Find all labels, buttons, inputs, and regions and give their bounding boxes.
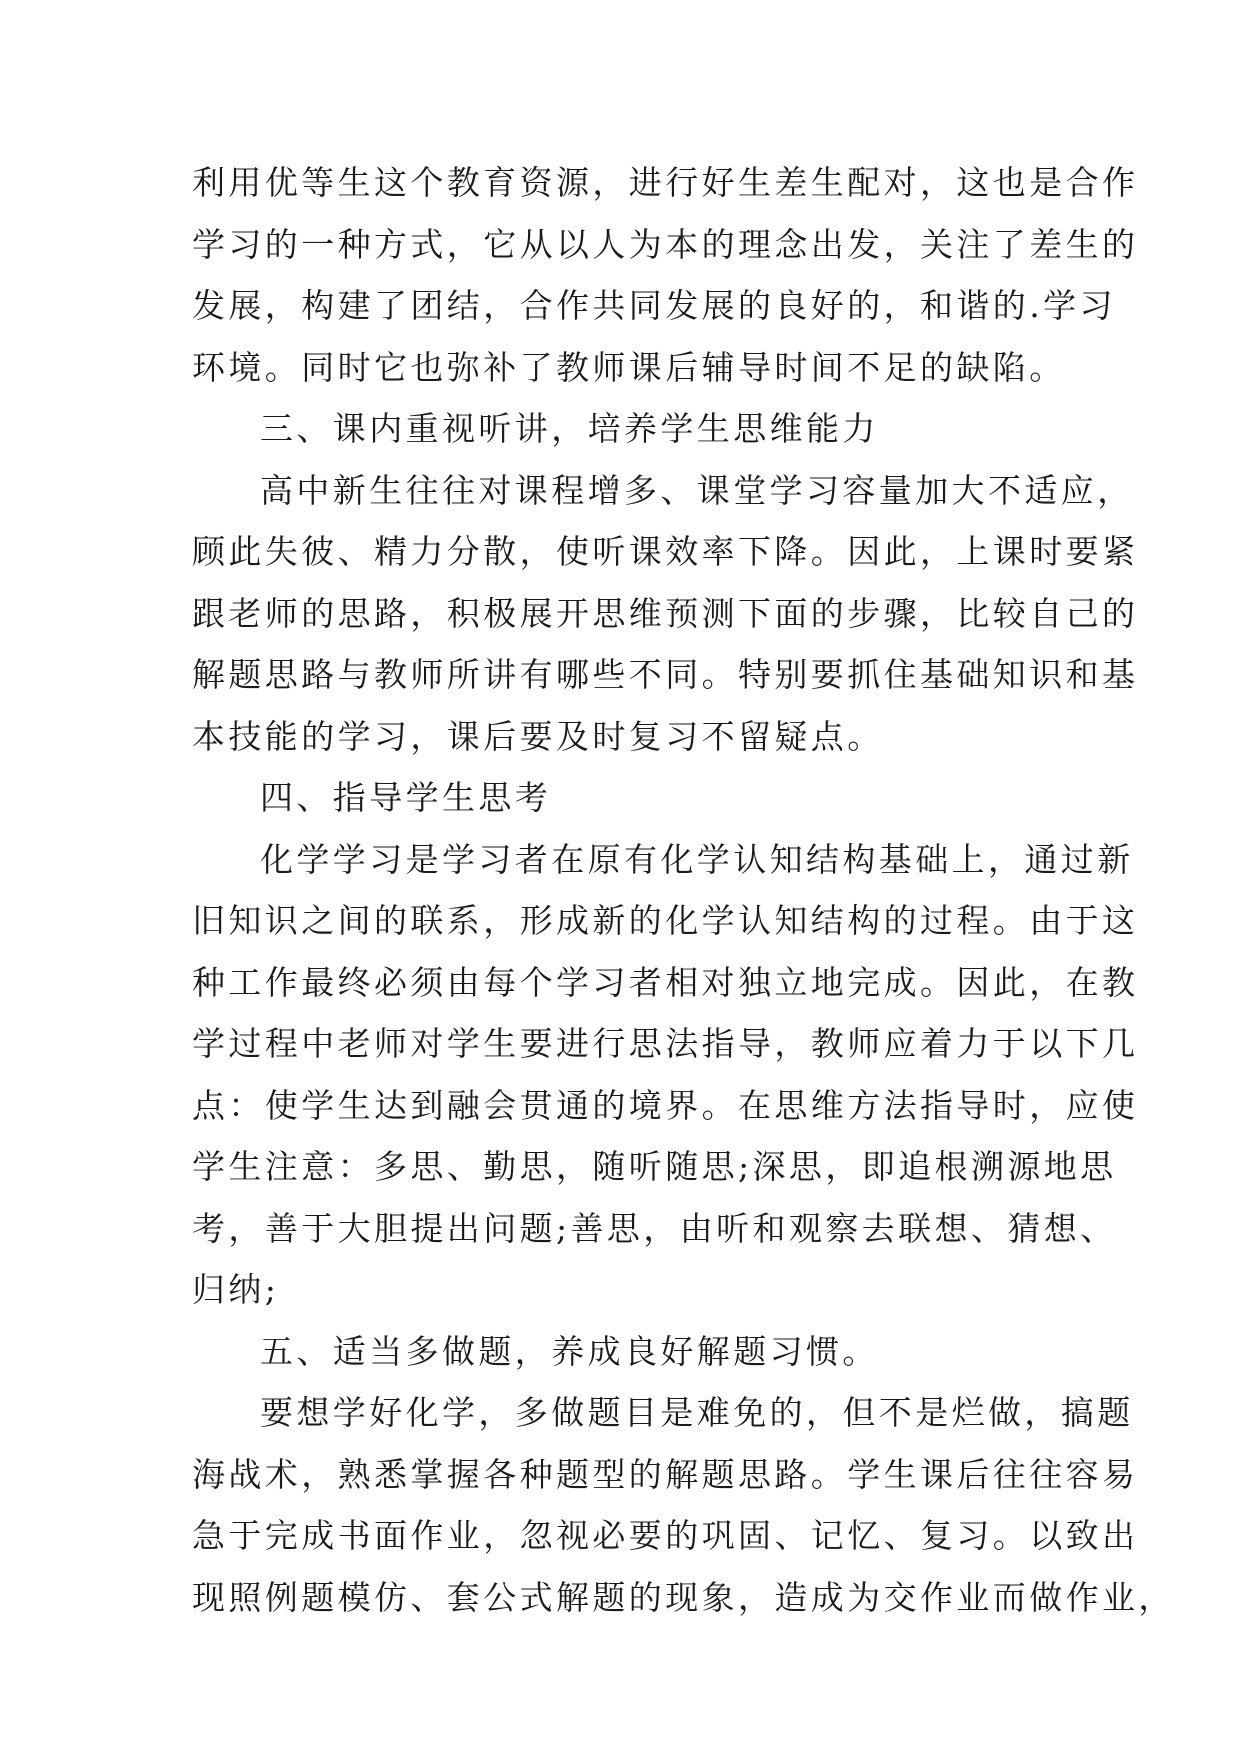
text-line: 解题思路与教师所讲有哪些不同。特别要抓住基础知识和基	[192, 655, 1139, 694]
text-line: 本技能的学习，课后要及时复习不留疑点。	[192, 716, 884, 756]
text-line: 跟老师的思路，积极展开思维预测下面的步骤，比较自己的	[192, 593, 1139, 633]
text-line: 学生注意：多思、勤思，随听随思;深思，即追根溯源地思	[192, 1147, 1117, 1186]
text-line: 化学学习是学习者在原有化学认知结构基础上，通过新	[260, 839, 1134, 879]
text-line: 现照例题模仿、套公式解题的现象，造成为交作业而做作业，	[192, 1577, 1175, 1617]
text-line: 利用优等生这个教育资源，进行好生差生配对，这也是合作	[192, 163, 1139, 202]
section-heading: 四、指导学生思考	[260, 778, 552, 817]
text-line: 海战术，熟悉掌握各种题型的解题思路。学生课后往往容易	[192, 1454, 1139, 1494]
text-line: 旧知识之间的联系，形成新的化学认知结构的过程。由于这	[192, 901, 1139, 940]
text-line: 考，善于大胆提出问题;善思，由听和观察去联想、猜想、	[192, 1208, 1117, 1248]
document-body	[192, 152, 1175, 1628]
text-line: 顾此失彼、精力分散，使听课效率下降。因此，上课时要紧	[192, 532, 1139, 571]
text-line: 种工作最终必须由每个学习者相对独立地完成。因此，在教	[192, 962, 1139, 1002]
text-line: 学习的一种方式，它从以人为本的理念出发，关注了差生的	[192, 224, 1139, 264]
section-heading: 五、适当多做题，养成良好解题习惯。	[260, 1331, 879, 1371]
text-line: 急于完成书面作业，忽视必要的巩固、记忆、复习。以致出	[192, 1516, 1139, 1555]
section-heading: 三、课内重视听讲，培养学生思维能力	[260, 409, 879, 448]
text-line: 环境。同时它也弥补了教师课后辅导时间不足的缺陷。	[192, 347, 1066, 387]
text-line: 发展，构建了团结，合作共同发展的良好的，和谐的.学习	[192, 286, 1116, 325]
text-line: 高中新生往往对课程增多、课堂学习容量加大不适应，	[260, 470, 1134, 510]
text-line: 归纳;	[192, 1270, 280, 1309]
text-line: 点：使学生达到融会贯通的境界。在思维方法指导时，应使	[192, 1085, 1139, 1125]
text-line: 学过程中老师对学生要进行思法指导，教师应着力于以下几	[192, 1024, 1139, 1063]
text-line: 要想学好化学，多做题目是难免的，但不是烂做，搞题	[260, 1393, 1134, 1432]
